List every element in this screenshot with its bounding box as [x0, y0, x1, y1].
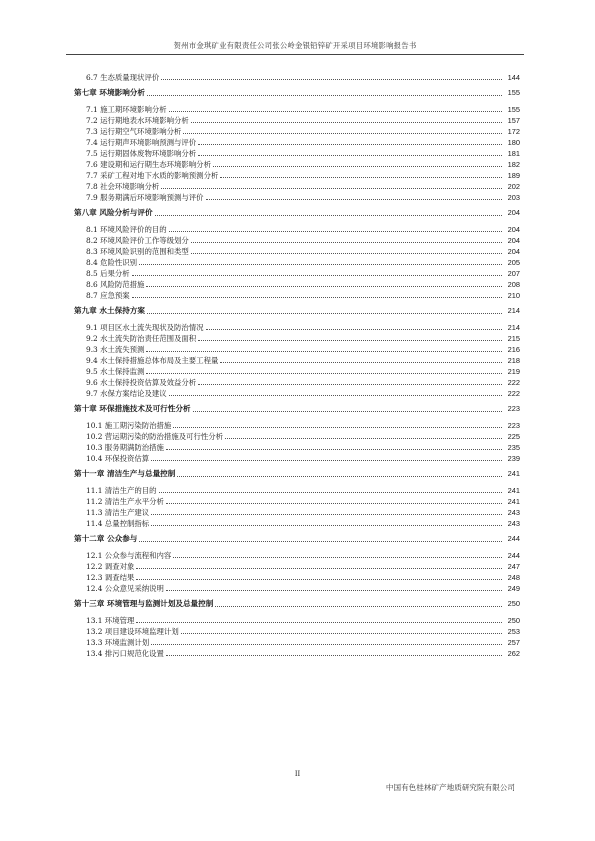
- toc-entry-label: 11.3 清洁生产建议: [86, 508, 150, 517]
- dot-leader: [166, 654, 502, 656]
- dot-leader: [146, 285, 502, 287]
- toc-entry-page-number: 257: [507, 638, 520, 647]
- toc-entry-label: 8.7 应急预案: [86, 291, 130, 300]
- dot-leader: [215, 605, 502, 607]
- toc-entry-page-number: 210: [507, 291, 520, 300]
- toc-entry-page-number: 243: [507, 519, 520, 528]
- toc-entry-page-number: 222: [507, 389, 520, 398]
- toc-section-entry[interactable]: [74, 561, 520, 572]
- toc-section-entry[interactable]: [74, 246, 520, 257]
- toc-entry-page-number: 262: [507, 649, 520, 658]
- toc-section-entry[interactable]: [74, 170, 520, 181]
- toc-section-entry[interactable]: [74, 648, 520, 659]
- table-of-contents: [74, 72, 520, 659]
- toc-entry-label: 9.6 水土保持投资估算及效益分析: [86, 378, 197, 387]
- header-divider: [66, 54, 524, 55]
- toc-entry-page-number: 243: [507, 508, 520, 517]
- dot-leader: [198, 154, 502, 156]
- toc-chapter-entry[interactable]: [74, 533, 520, 545]
- toc-entry-page-number: 218: [507, 356, 520, 365]
- toc-entry-page-number: 203: [507, 193, 520, 202]
- toc-section-entry[interactable]: [74, 572, 520, 583]
- dot-leader: [198, 143, 502, 145]
- dot-leader: [161, 187, 502, 189]
- dot-leader: [169, 110, 502, 112]
- dot-leader: [213, 165, 502, 167]
- toc-section-entry[interactable]: [74, 355, 520, 366]
- toc-entry-label: 7.5 运行期固体废物环境影响分析: [86, 149, 197, 158]
- toc-entry-label: 8.5 后果分析: [86, 269, 130, 278]
- toc-entry-label: 13.2 项目建设环境监理计划: [86, 627, 179, 636]
- toc-section-entry[interactable]: [74, 181, 520, 192]
- toc-entry-page-number: 202: [507, 182, 520, 191]
- toc-entry-label: 13.3 环境监测计划: [86, 638, 150, 647]
- dot-leader: [220, 361, 502, 363]
- toc-section-entry[interactable]: [74, 496, 520, 507]
- toc-entry-label: 8.4 危险性识别: [86, 258, 138, 267]
- toc-section-entry[interactable]: [74, 322, 520, 333]
- toc-entry-page-number: 235: [507, 443, 520, 452]
- toc-entry-label: 8.3 环境风险识别的范围和类型: [86, 247, 189, 256]
- toc-section-entry[interactable]: [74, 550, 520, 561]
- dot-leader: [136, 621, 502, 623]
- toc-entry-page-number: 223: [507, 421, 520, 430]
- toc-chapter-entry[interactable]: [74, 305, 520, 317]
- toc-entry-page-number: 157: [507, 116, 520, 125]
- toc-entry-page-number: 253: [507, 627, 520, 636]
- toc-entry-page-number: 205: [507, 258, 520, 267]
- toc-entry-page-number: 250: [507, 599, 520, 608]
- toc-entry-page-number: 155: [507, 88, 520, 97]
- toc-entry-page-number: 204: [507, 208, 520, 217]
- toc-entry-label: 10.4 环保投资估算: [86, 454, 150, 463]
- toc-entry-label: 9.7 水保方案结论及建议: [86, 389, 167, 398]
- toc-entry-label: 9.2 水土流失防治责任范围及面积: [86, 334, 197, 343]
- dot-leader: [225, 437, 502, 439]
- toc-entry-page-number: 222: [507, 378, 520, 387]
- dot-leader: [166, 589, 502, 591]
- toc-entry-page-number: 244: [507, 534, 520, 543]
- toc-entry-label: 第九章 水土保持方案: [74, 306, 145, 315]
- dot-leader: [136, 567, 502, 569]
- toc-section-entry[interactable]: [74, 453, 520, 464]
- toc-entry-label: 12.4 公众意见采纳说明: [86, 584, 164, 593]
- dot-leader: [155, 214, 502, 216]
- toc-entry-label: 12.2 调查对象: [86, 562, 135, 571]
- toc-chapter-entry[interactable]: [74, 207, 520, 219]
- toc-entry-label: 7.3 运行期空气环境影响分析: [86, 127, 182, 136]
- toc-section-entry[interactable]: [74, 126, 520, 137]
- dot-leader: [146, 350, 502, 352]
- toc-entry-label: 13.4 排污口规范化设置: [86, 649, 164, 658]
- toc-chapter-entry[interactable]: [74, 403, 520, 415]
- toc-entry-label: 12.3 调查结果: [86, 573, 135, 582]
- toc-section-entry[interactable]: [74, 148, 520, 159]
- dot-leader: [147, 312, 502, 314]
- toc-entry-label: 第十三章 环境管理与监测计划及总量控制: [74, 599, 214, 608]
- page-number: II: [294, 769, 301, 778]
- dot-leader: [147, 94, 502, 96]
- dot-leader: [220, 176, 502, 178]
- toc-entry-page-number: 181: [507, 149, 520, 158]
- toc-entry-label: 9.3 水土流失预测: [86, 345, 145, 354]
- toc-section-entry[interactable]: [74, 615, 520, 626]
- toc-section-entry[interactable]: [74, 485, 520, 496]
- toc-entry-page-number: 225: [507, 432, 520, 441]
- toc-entry-page-number: 214: [507, 323, 520, 332]
- toc-chapter-entry[interactable]: [74, 87, 520, 99]
- toc-section-entry[interactable]: [74, 388, 520, 399]
- dot-leader: [132, 296, 502, 298]
- toc-section-entry[interactable]: [74, 344, 520, 355]
- dot-leader: [173, 556, 502, 558]
- dot-leader: [169, 230, 502, 232]
- toc-entry-label: 7.9 服务期满后环境影响预测与评价: [86, 193, 204, 202]
- toc-entry-label: 第七章 环境影响分析: [74, 88, 145, 97]
- toc-entry-label: 10.1 施工期污染防治措施: [86, 421, 172, 430]
- dot-leader: [139, 263, 502, 265]
- toc-entry-page-number: 215: [507, 334, 520, 343]
- dot-leader: [198, 383, 502, 385]
- toc-section-entry[interactable]: [74, 115, 520, 126]
- dot-leader: [198, 339, 502, 341]
- toc-entry-label: 11.1 清洁生产的目的: [86, 486, 157, 495]
- toc-entry-label: 8.1 环境风险评价的目的: [86, 225, 167, 234]
- toc-entry-page-number: 207: [507, 269, 520, 278]
- toc-entry-page-number: 223: [507, 404, 520, 413]
- toc-section-entry[interactable]: [74, 366, 520, 377]
- toc-section-entry[interactable]: [74, 626, 520, 637]
- toc-entry-page-number: 249: [507, 584, 520, 593]
- toc-entry-label: 7.6 建设期和运行期生态环境影响分析: [86, 160, 211, 169]
- toc-section-entry[interactable]: [74, 224, 520, 235]
- toc-section-entry[interactable]: [74, 137, 520, 148]
- toc-entry-label: 11.4 总量控制指标: [86, 519, 150, 528]
- dot-leader: [166, 502, 502, 504]
- toc-section-entry[interactable]: [74, 279, 520, 290]
- toc-section-entry[interactable]: [74, 637, 520, 648]
- dot-leader: [183, 132, 502, 134]
- footer-organization: 中国有色桂林矿产地质研究院有限公司: [385, 783, 515, 792]
- toc-entry-label: 10.3 服务期满防治措施: [86, 443, 164, 452]
- dot-leader: [173, 426, 502, 428]
- toc-entry-page-number: 248: [507, 573, 520, 582]
- toc-section-entry[interactable]: [74, 235, 520, 246]
- toc-entry-page-number: 219: [507, 367, 520, 376]
- toc-entry-label: 12.1 公众参与流程和内容: [86, 551, 172, 560]
- dot-leader: [206, 328, 502, 330]
- toc-entry-page-number: 204: [507, 236, 520, 245]
- toc-entry-page-number: 172: [507, 127, 520, 136]
- toc-section-entry[interactable]: [74, 257, 520, 268]
- toc-entry-label: 10.2 营运期污染的防治措施及可行性分析: [86, 432, 224, 441]
- toc-entry-label: 8.2 环境风险评价工作等级划分: [86, 236, 189, 245]
- toc-entry-label: 6.7 生态质量现状评价: [86, 73, 160, 82]
- dot-leader: [132, 274, 502, 276]
- toc-entry-label: 9.1 项目区水土流失现状及防治情况: [86, 323, 204, 332]
- running-header: 贺州市金琪矿业有限责任公司张公岭金银铅锌矿开采项目环境影响报告书: [173, 41, 417, 50]
- toc-section-entry[interactable]: [74, 518, 520, 529]
- dot-leader: [206, 198, 502, 200]
- toc-section-entry[interactable]: [74, 420, 520, 431]
- toc-entry-label: 第十一章 清洁生产与总量控制: [74, 469, 176, 478]
- toc-entry-label: 7.7 采矿工程对地下水质的影响预测分析: [86, 171, 219, 180]
- dot-leader: [191, 241, 502, 243]
- dot-leader: [151, 643, 502, 645]
- toc-entry-label: 9.4 水土保持措施总体布局及主要工程量: [86, 356, 219, 365]
- toc-entry-label: 第十章 环保措施技术及可行性分析: [74, 404, 191, 413]
- toc-entry-label: 第十二章 公众参与: [74, 534, 138, 543]
- toc-entry-page-number: 155: [507, 105, 520, 114]
- toc-section-entry[interactable]: [74, 290, 520, 301]
- toc-entry-label: 9.5 水土保持监测: [86, 367, 145, 376]
- toc-entry-page-number: 241: [507, 469, 520, 478]
- toc-entry-page-number: 241: [507, 497, 520, 506]
- toc-entry-label: 7.4 运行期声环境影响预测与评价: [86, 138, 197, 147]
- toc-chapter-entry[interactable]: [74, 598, 520, 610]
- dot-leader: [166, 448, 502, 450]
- dot-leader: [193, 410, 502, 412]
- dot-leader: [159, 491, 502, 493]
- dot-leader: [151, 459, 502, 461]
- toc-entry-page-number: 208: [507, 280, 520, 289]
- toc-section-entry[interactable]: [74, 442, 520, 453]
- toc-entry-page-number: 204: [507, 247, 520, 256]
- dot-leader: [151, 524, 502, 526]
- toc-entry-page-number: 244: [507, 551, 520, 560]
- dot-leader: [181, 632, 502, 634]
- dot-leader: [151, 513, 502, 515]
- toc-entry-page-number: 239: [507, 454, 520, 463]
- dot-leader: [191, 121, 502, 123]
- toc-section-entry[interactable]: [74, 268, 520, 279]
- toc-entry-page-number: 214: [507, 306, 520, 315]
- toc-entry-page-number: 247: [507, 562, 520, 571]
- toc-entry-label: 13.1 环境管理: [86, 616, 135, 625]
- toc-section-entry[interactable]: [74, 192, 520, 203]
- toc-section-entry[interactable]: [74, 431, 520, 442]
- toc-entry-label: 7.2 运行期地表水环境影响分析: [86, 116, 189, 125]
- dot-leader: [146, 372, 502, 374]
- toc-entry-page-number: 241: [507, 486, 520, 495]
- toc-entry-page-number: 144: [507, 73, 520, 82]
- toc-entry-page-number: 180: [507, 138, 520, 147]
- dot-leader: [169, 394, 502, 396]
- toc-entry-page-number: 204: [507, 225, 520, 234]
- toc-entry-page-number: 182: [507, 160, 520, 169]
- dot-leader: [136, 578, 502, 580]
- toc-section-entry[interactable]: [74, 583, 520, 594]
- toc-section-entry[interactable]: [74, 159, 520, 170]
- dot-leader: [161, 78, 502, 80]
- toc-entry-page-number: 250: [507, 616, 520, 625]
- toc-entry-page-number: 189: [507, 171, 520, 180]
- toc-entry-page-number: 216: [507, 345, 520, 354]
- toc-section-entry[interactable]: [74, 333, 520, 344]
- toc-entry-label: 第八章 风险分析与评价: [74, 208, 153, 217]
- toc-section-entry[interactable]: [74, 507, 520, 518]
- toc-entry-label: 7.1 施工期环境影响分析: [86, 105, 167, 114]
- toc-section-entry[interactable]: [74, 377, 520, 388]
- dot-leader: [139, 540, 502, 542]
- toc-section-entry[interactable]: [74, 104, 520, 115]
- toc-entry-label: 8.6 风险防范措施: [86, 280, 145, 289]
- toc-chapter-entry[interactable]: [74, 468, 520, 480]
- toc-entry-label: 11.2 清洁生产水平分析: [86, 497, 164, 506]
- toc-entry-label: 7.8 社会环境影响分析: [86, 182, 160, 191]
- dot-leader: [177, 475, 502, 477]
- toc-section-entry[interactable]: [74, 72, 520, 83]
- dot-leader: [191, 252, 502, 254]
